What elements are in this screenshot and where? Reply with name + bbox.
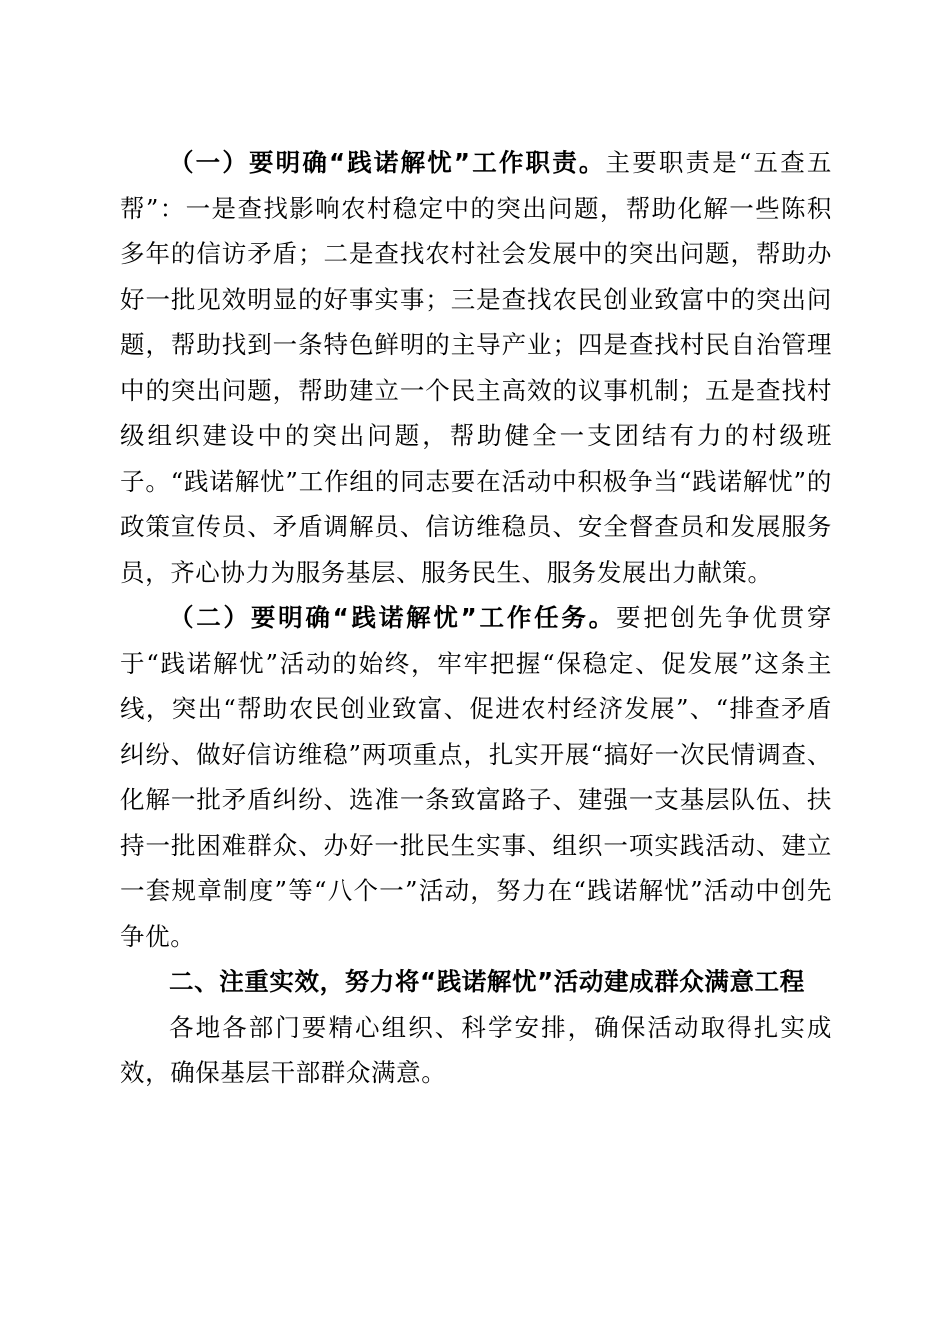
paragraph-tasks (120, 595, 832, 959)
section-heading-effectiveness: 二、注重实效，努力将“践诺解忧”活动建成群众满意工程 (169, 967, 805, 996)
subheading-duties: （一）要明确“践诺解忧”工作职责。 (169, 148, 606, 177)
subheading-tasks: （二）要明确“践诺解忧”工作任务。 (169, 603, 616, 632)
paragraph-tasks-body: 要把创先争优贯穿于“践诺解忧”活动的始终，牢牢把握“保稳定、促发展”这条主线，突出“帮助农民创业致富、促进农村经济发展”、“排查矛盾纠纷、做好信访维稳”两项重点，扎实开展“搞好一次民情调查、化解一批矛盾纠纷、选准一条致富路子、建强一支基层队伍、扶持一批困难群众、办好一批民生实事、组织一项实践活动、建立一套规章制度”等“八个一”活动，努力在“践诺解忧”活动中创先争优。 (120, 603, 832, 951)
paragraph-effectiveness-body: 各地各部门要精心组织、科学安排，确保活动取得扎实成效，确保基层干部群众满意。 (120, 1012, 832, 1087)
paragraph-duties-body: 主要职责是“五查五帮”：一是查找影响农村稳定中的突出问题，帮助化解一些陈积多年的信访矛盾；二是查找农村社会发展中的突出问题，帮助办好一批见效明显的好事实事；三是查找农民创业致富中的突出问题，帮助找到一条特色鲜明的主导产业；四是查找村民自治管理中的突出问题，帮助建立一个民主高效的议事机制；五是查找村级组织建设中的突出问题，帮助健全一支团结有力的村级班子。“践诺解忧”工作组的同志要在活动中积极争当“践诺解忧”的政策宣传员、矛盾调解员、信访维稳员、安全督查员和发展服务员，齐心协力为服务基层、服务民生、服务发展出力献策。 (120, 148, 832, 587)
paragraph-duties (120, 140, 832, 595)
document-page (120, 140, 832, 1096)
